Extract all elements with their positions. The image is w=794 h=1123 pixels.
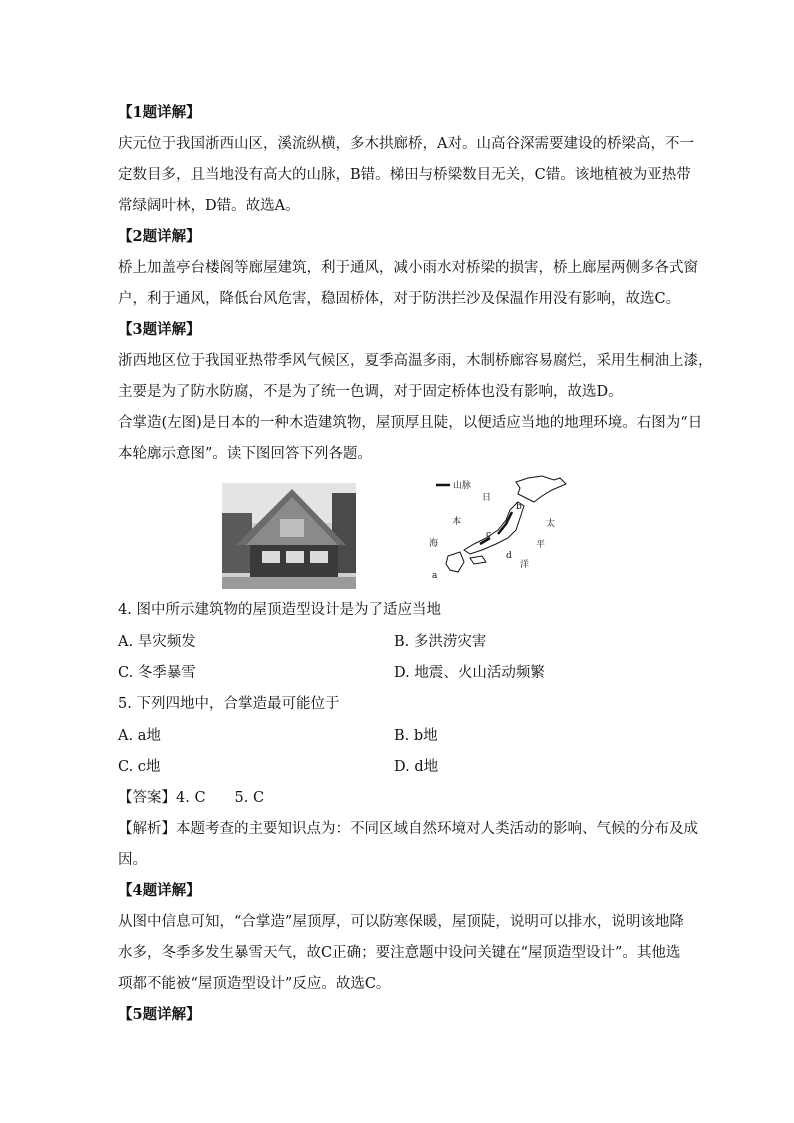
text-line: 庆元位于我国浙西山区，溪流纵横，多木拱廊桥，A对。山高谷深需要建设的桥梁高，不一 <box>118 136 694 152</box>
q4-option-c: C. 冬季暴雪 <box>118 665 196 681</box>
heading-q2-detail: 【2题详解】 <box>118 228 201 245</box>
text-line: 从图中信息可知，“合掌造”屋顶厚，可以防寒保暖，屋顶陡，说明可以排水，说明该地降 <box>118 914 684 930</box>
analysis-line: 【解析】本题考查的主要知识点为：不同区域自然环境对人类活动的影响、气候的分布及成 <box>118 821 698 837</box>
q4-option-a: A. 旱灾频发 <box>118 634 196 650</box>
map-point: c <box>486 530 492 540</box>
text-line: 项都不能被“屋顶造型设计”反应。故选C。 <box>118 976 391 992</box>
map-point: b <box>516 502 522 512</box>
q5-option-c: C. c地 <box>118 759 161 775</box>
map-char: 洋 <box>520 560 530 570</box>
heading-q4-detail: 【4题详解】 <box>118 882 201 899</box>
q5-option-b: B. b地 <box>394 728 438 744</box>
text-line: 常绿阔叶林，D错。故选A。 <box>118 198 300 214</box>
heading-q1-detail: 【1题详解】 <box>118 104 201 121</box>
map-char: 平 <box>536 540 546 550</box>
question-5-stem: 5. 下列四地中，合掌造最可能位于 <box>118 696 340 712</box>
heading-q5-detail: 【5题详解】 <box>118 1006 201 1023</box>
q4-option-b: B. 多洪涝灾害 <box>394 634 487 650</box>
map-char: 本 <box>452 517 462 527</box>
text-line: 本轮廓示意图”。读下图回答下列各题。 <box>118 446 372 462</box>
heading-q3-detail: 【3题详解】 <box>118 321 201 338</box>
map-point: d <box>506 551 512 561</box>
answer-line: 【答案】4. C 5. C <box>118 790 265 806</box>
text-line: 定数目多，且当地没有高大的山脉，B错。梯田与桥梁数目无关，C错。该地植被为亚热带 <box>118 167 691 183</box>
text-line: 桥上加盖亭台楼阁等廊屋建筑，利于通风，减小雨水对桥梁的损害，桥上廊屋两侧多各式窗 <box>118 260 698 276</box>
text-line: 户，利于通风，降低台风危害，稳固桥体，对于防洪拦沙及保温作用没有影响，故选C。 <box>118 291 681 307</box>
q5-option-d: D. d地 <box>394 759 439 775</box>
map-legend-label: 山脉 <box>453 481 472 491</box>
map-char: 海 <box>429 539 439 549</box>
analysis-line: 因。 <box>118 852 147 868</box>
map-char: 日 <box>482 493 492 503</box>
gassho-house-photo <box>222 483 356 589</box>
text-line: 合掌造(左图)是日本的一种木造建筑物，屋顶厚且陡，以便适应当地的地理环境。右图为“日 <box>118 415 703 431</box>
text-line: 主要是为了防水防腐，不是为了统一色调，对于固定桥体也没有影响，故选D。 <box>118 384 623 400</box>
japan-outline-map <box>420 472 580 584</box>
text-line: 浙西地区位于我国亚热带季风气候区，夏季高温多雨，木制桥廊容易腐烂，采用生桐油上漆， <box>118 353 713 369</box>
map-point: a <box>432 571 438 581</box>
q5-option-a: A. a地 <box>118 728 161 744</box>
map-char: 太 <box>546 519 556 529</box>
text-line: 水多，冬季多发生暴雪天气，故C正确；要注意题中设问关键在“屋顶造型设计”。其他选 <box>118 945 681 961</box>
question-4-stem: 4. 图中所示建筑物的屋顶造型设计是为了适应当地 <box>118 602 441 618</box>
q4-option-d: D. 地震、火山活动频繁 <box>394 665 545 681</box>
